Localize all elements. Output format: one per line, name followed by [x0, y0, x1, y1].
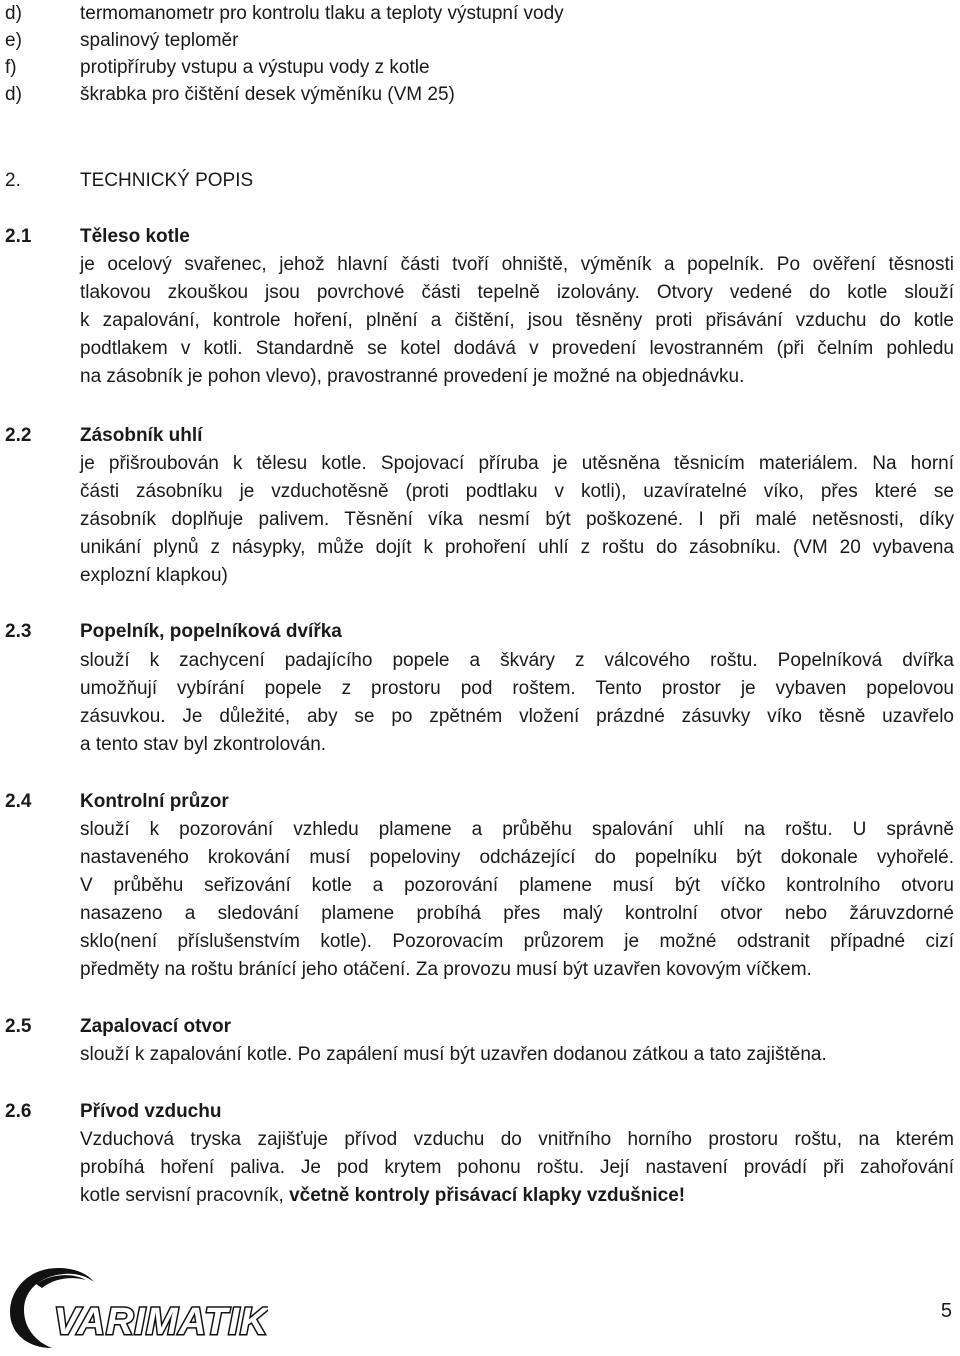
subsection-number: 2.4 [5, 791, 32, 812]
paragraph [80, 647, 954, 759]
logo-text: VARIMATIK [54, 1301, 268, 1343]
paragraph-line: zásobník doplňuje palivem. Těsnění víka nesmí být poškozené. I při malé netěsnosti, díky [80, 508, 954, 530]
list-text: protipříruby vstupu a výstupu vody z kotle [80, 57, 430, 78]
paragraph-line: Vzduchová tryska zajišťuje přívod vzduchu do vnitřního horního prostoru roštu, na kterém [80, 1129, 954, 1150]
paragraph [80, 251, 954, 391]
paragraph-line: slouží k zapalování kotle. Po zapálení musí být uzavřen dodanou zátkou a tato zajištěna. [80, 1044, 827, 1065]
paragraph-line: zásuvkou. Je důležité, aby se po zpětném vložení prázdné zásuvky víko těsně uzavřelo [80, 705, 954, 727]
paragraph-line: V průběhu seřizování kotle a pozorování plamene musí být víčko kontrolního otvoru [80, 874, 954, 896]
list-letter: d) [5, 3, 22, 24]
paragraph-line: unikání plynů z násypky, může dojít k prohoření uhlí z roštu do zásobníku. (VM 20 vybavena [80, 536, 954, 558]
list-letter: e) [5, 30, 22, 51]
list-text: termomanometr pro kontrolu tlaku a teploty výstupní vody [80, 3, 564, 24]
paragraph [80, 1126, 954, 1210]
subsection-number: 2.5 [5, 1016, 32, 1037]
subsection-title: Přívod vzduchu [80, 1101, 222, 1122]
paragraph-line: části zásobníku je vzduchotěsně (proti podtlaku v kotli), uzavíratelné víko, přes které se [80, 480, 954, 502]
subsection-number: 2.1 [5, 226, 32, 247]
list-text: spalinový teploměr [80, 30, 239, 51]
subsection-number: 2.2 [5, 425, 32, 446]
paragraph-line: předměty na roštu bránící jeho otáčení. Za provozu musí být uzavřen kovovým víčkem. [80, 958, 812, 980]
paragraph-line: k zapalování, kontrole hoření, plnění a čištění, jsou těsněny proti přisávání vzduchu do kotle [80, 309, 954, 331]
subsection-title: Popelník, popelníková dvířka [80, 621, 342, 642]
paragraph-line: tlakovou zkouškou jsou povrchové části tepelně izolovány. Otvory vedené do kotle slouží [80, 281, 954, 303]
subsection-number: 2.6 [5, 1101, 32, 1122]
subsection-title: Kontrolní průzor [80, 791, 229, 812]
subsection-title: Zapalovací otvor [80, 1016, 231, 1037]
paragraph-line: explozní klapkou) [80, 564, 228, 586]
paragraph-line: je ocelový svařenec, jehož hlavní části tvoří ohniště, výměník a popelník. Po ověření těsnosti [80, 254, 954, 275]
list-letter: d) [5, 84, 22, 105]
paragraph-line: nasazeno a sledování plamene probíhá přes malý kontrolní otvor nebo žáruvzdorné [80, 902, 954, 924]
paragraph-line: slouží k pozorování vzhledu plamene a průběhu spalování uhlí na roštu. U správně [80, 819, 954, 840]
paragraph-line: na zásobník je pohon vlevo), pravostranné provedení je možné na objednávku. [80, 365, 745, 387]
company-logo [6, 1262, 268, 1350]
paragraph-line: nastaveného krokování musí popeloviny odcházející do popelníku být dokonale vyhořelé. [80, 846, 954, 868]
paragraph-line: je přišroubován k tělesu kotle. Spojovací příruba je utěsněna těsnicím materiálem. Na horní [80, 453, 954, 474]
paragraph-line: podtlakem v kotli. Standardně se kotel dodává v provedení levostranném (při čelním pohledu [80, 337, 954, 359]
warning-bold-text: včetně kontroly přisávací klapky vzdušnice! [289, 1184, 686, 1206]
subsection-number: 2.3 [5, 621, 32, 642]
section-number: 2. [5, 170, 21, 191]
paragraph-line: a tento stav byl zkontrolován. [80, 733, 327, 755]
list-letter: f) [5, 57, 17, 78]
paragraph-line: probíhá hoření paliva. Je pod krytem pohonu roštu. Její nastavení provádí při zahořování [80, 1156, 954, 1178]
paragraph-line: umožňují vybírání popele z prostoru pod roštem. Tento prostor je vybaven popelovou [80, 677, 954, 699]
subsection-title: Zásobník uhlí [80, 425, 203, 446]
paragraph [80, 450, 954, 590]
paragraph-line-prefix: kotle servisní pracovník, [80, 1184, 290, 1206]
page-number: 5 [940, 1300, 952, 1322]
subsection-title: Těleso kotle [80, 226, 190, 247]
paragraph [80, 816, 954, 983]
paragraph-line [80, 1182, 954, 1210]
paragraph [80, 1041, 954, 1069]
paragraph-line: sklo(není příslušenstvím kotle). Pozorovacím průzorem je možné odstranit případné cizí [80, 930, 954, 952]
list-text: škrabka pro čištění desek výměníku (VM 25) [80, 84, 455, 105]
section-title: TECHNICKÝ POPIS [80, 170, 254, 191]
paragraph-line: slouží k zachycení padajícího popele a škváry z válcového roštu. Popelníková dvířka [80, 650, 954, 671]
